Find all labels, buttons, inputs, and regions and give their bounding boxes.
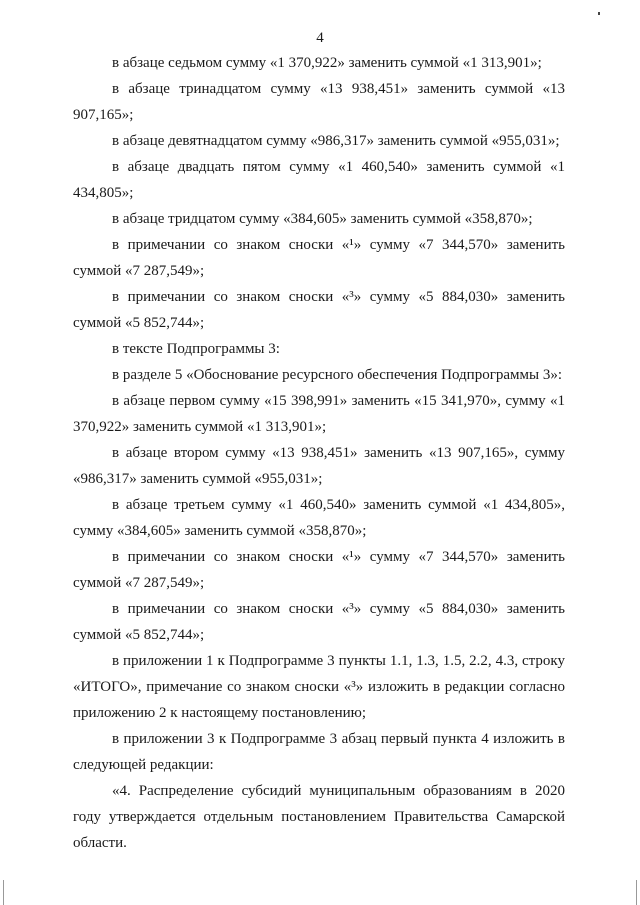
paragraph-5: в абзаце тридцатом сумму «384,605» заменить суммой «358,870»; bbox=[112, 211, 533, 227]
paragraph-8: в тексте Подпрограммы 3: bbox=[112, 341, 280, 357]
document-body bbox=[73, 50, 565, 856]
page-number: 4 bbox=[316, 30, 324, 46]
scan-edge-left bbox=[3, 880, 4, 905]
scan-edge-right bbox=[636, 880, 637, 905]
paragraph-6: в примечании со знаком сноски «¹» сумму «7 344,570» заменить суммой «7 287,549»; bbox=[73, 237, 565, 279]
paragraph-14: в примечании со знаком сноски «³» сумму «5 884,030» заменить суммой «5 852,744»; bbox=[73, 601, 565, 643]
paragraph-17: «4. Распределение субсидий муниципальным образованиям в 2020 году утверждается отдельным постановлением Правительства Самарской области. bbox=[73, 783, 565, 851]
paragraph-12: в абзаце третьем сумму «1 460,540» заменить суммой «1 434,805», сумму «384,605» заменить суммой «358,870»; bbox=[73, 497, 565, 539]
paragraph-10: в абзаце первом сумму «15 398,991» заменить «15 341,970», сумму «1 370,922» заменить суммой «1 313,901»; bbox=[73, 393, 565, 435]
paragraph-4: в абзаце двадцать пятом сумму «1 460,540» заменить суммой «1 434,805»; bbox=[73, 159, 565, 201]
paragraph-3: в абзаце девятнадцатом сумму «986,317» заменить суммой «955,031»; bbox=[112, 133, 560, 149]
paragraph-11: в абзаце втором сумму «13 938,451» заменить «13 907,165», сумму «986,317» заменить суммой «955,031»; bbox=[73, 445, 565, 487]
paragraph-1: в абзаце седьмом сумму «1 370,922» заменить суммой «1 313,901»; bbox=[112, 55, 542, 71]
paragraph-15: в приложении 1 к Подпрограмме 3 пункты 1.1, 1.3, 1.5, 2.2, 4.3, строку «ИТОГО», примечание со знаком сноски «³» изложить в редакции согласно приложению 2 к настоящему постановлению; bbox=[73, 653, 565, 721]
paragraph-2: в абзаце тринадцатом сумму «13 938,451» заменить суммой «13 907,165»; bbox=[73, 81, 565, 123]
paragraph-13: в примечании со знаком сноски «¹» сумму «7 344,570» заменить суммой «7 287,549»; bbox=[73, 549, 565, 591]
paragraph-7: в примечании со знаком сноски «³» сумму «5 884,030» заменить суммой «5 852,744»; bbox=[73, 289, 565, 331]
paragraph-9: в разделе 5 «Обоснование ресурсного обеспечения Подпрограммы 3»: bbox=[112, 367, 562, 383]
scan-mark bbox=[598, 12, 600, 15]
paragraph-16: в приложении 3 к Подпрограмме 3 абзац первый пункта 4 изложить в следующей редакции: bbox=[73, 731, 565, 773]
